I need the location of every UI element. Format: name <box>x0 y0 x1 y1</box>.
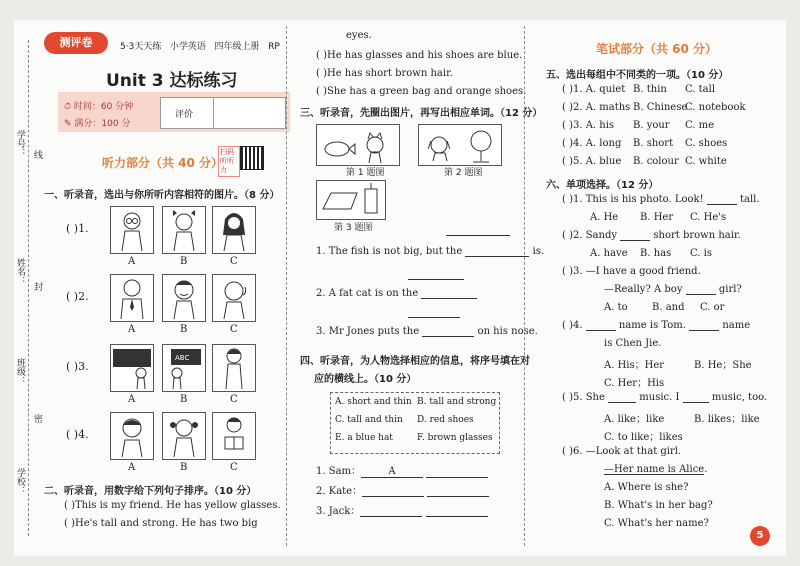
s6-q1 <box>562 194 760 205</box>
s5-row-2 <box>562 102 746 113</box>
person-label: 3. Jack： <box>316 506 361 517</box>
column-divider-2 <box>524 26 525 546</box>
option-text: 2. A. maths <box>572 102 631 113</box>
picture-teacher-abc[interactable] <box>162 344 206 392</box>
option-text: C. is <box>690 248 712 259</box>
answer-paren[interactable]: ( ) <box>66 428 79 441</box>
subject-name: 小学英语 <box>169 42 206 52</box>
answer-paren[interactable]: ( ) <box>562 320 573 331</box>
info-box <box>58 92 290 132</box>
question-text: 4. <box>572 320 583 331</box>
answer-guide-line <box>408 316 460 318</box>
caption-3: 第 3 题图 <box>334 223 373 233</box>
answer-paren[interactable]: ( ) <box>562 120 573 131</box>
question-end: girl? <box>718 284 742 295</box>
person-label: 2. Kate： <box>316 486 363 497</box>
s6-q4-option-c: C. Her；His <box>604 378 665 389</box>
s6-q6 <box>562 446 681 457</box>
question-number: 4. <box>78 428 89 441</box>
answer-blank[interactable] <box>362 495 424 497</box>
s6-q5-option-c: C. to like；likes <box>604 432 683 443</box>
s5-row-3 <box>562 120 714 131</box>
answer-blank[interactable] <box>427 495 489 497</box>
s6-q6-option-a: A. Where is she? <box>604 482 689 493</box>
option-b: B <box>180 256 188 267</box>
answer-paren[interactable]: ( ) <box>316 86 327 97</box>
evaluation-divider <box>213 98 214 128</box>
class-label: 班级： <box>15 358 25 385</box>
section2-title: 二、听录音，用数字给下列句子排序。（10 分） <box>44 486 257 497</box>
option-d: D. red shoes <box>417 415 474 425</box>
question-text: —Really? A boy <box>604 284 683 295</box>
series-name: 5·3天天练 <box>120 42 162 52</box>
option-a: A <box>128 462 136 473</box>
question-end: is. <box>532 246 545 257</box>
answer-blank[interactable] <box>426 515 488 517</box>
option-b: B. tall and strong <box>417 397 497 407</box>
time-text: 时间：60 分钟 <box>73 102 134 112</box>
test-badge: 测评卷 <box>44 32 108 54</box>
option-text: A. to <box>604 302 628 313</box>
option-text: A. He <box>590 212 619 223</box>
answer-blank[interactable] <box>465 255 529 257</box>
answer-paren[interactable]: ( ) <box>562 102 573 113</box>
answer-paren[interactable]: ( ) <box>562 194 573 205</box>
picture-boy-smiling[interactable] <box>162 274 206 322</box>
option-text: C. white <box>684 156 727 167</box>
answer-blank[interactable] <box>689 329 719 331</box>
answer-paren[interactable]: ( ) <box>562 156 573 167</box>
score-text: 满分：100 分 <box>74 119 131 129</box>
option-text: A. have <box>590 248 628 259</box>
binding-mark-line: 线 <box>34 151 44 161</box>
s5-row-4 <box>562 138 727 149</box>
s6-q6b: —Her name is Alice. <box>604 464 708 475</box>
s2-item-2 <box>64 518 258 529</box>
picture-girl-pigtails[interactable] <box>162 412 206 460</box>
answer-blank[interactable] <box>686 293 716 295</box>
option-text: C. tall <box>684 84 716 95</box>
score-info: ✎ 满分：100 分 <box>64 119 131 129</box>
option-c: C <box>230 462 238 473</box>
picture-dog-fan[interactable] <box>418 124 502 166</box>
answer-blank[interactable] <box>707 203 737 205</box>
answer-paren[interactable]: ( ) <box>562 138 573 149</box>
section4-title-line2: 应的横线上。（10 分） <box>314 374 417 385</box>
s4-jack <box>316 502 488 517</box>
option-a: A <box>128 324 136 335</box>
sentence-text: He has short brown hair. <box>326 68 453 79</box>
answer-paren[interactable]: ( ) <box>316 50 327 61</box>
option-c: C. tall and thin <box>335 415 403 425</box>
sentence-text: This is my friend. He has yellow glasses. <box>74 500 281 511</box>
section4-title-line1: 四、听录音，为人物选择相应的信息，将序号填在对 <box>300 356 530 367</box>
binding-mark-seal: 封 <box>34 283 44 293</box>
listening-banner: 听力部分（共 40 分） <box>102 156 224 170</box>
option-text: 3. A. his <box>572 120 615 131</box>
answer-blank[interactable] <box>683 401 709 403</box>
option-text: 1. A. quiet <box>572 84 626 95</box>
answer-paren[interactable]: ( ) <box>562 266 573 277</box>
section3-title: 三、听录音，先圈出图片，再写出相应单词。（12 分） <box>300 108 543 119</box>
section1-title: 一、听录音，选出与你所听内容相符的图片。（8 分） <box>44 190 280 201</box>
question-text: 3. —I have a good friend. <box>572 266 701 277</box>
option-c: C <box>230 256 238 267</box>
answer-blank[interactable] <box>360 515 422 517</box>
answer-paren[interactable]: ( ) <box>562 446 573 457</box>
option-text: 5. A. blue <box>572 156 622 167</box>
answer-guide-line <box>408 278 464 280</box>
question-text: 2. Sandy <box>572 230 618 241</box>
option-e: E. a blue hat <box>335 433 393 443</box>
option-text: B. Chinese <box>632 102 688 113</box>
option-text: A. His；Her <box>604 360 665 371</box>
option-text: C. me <box>684 120 715 131</box>
s6-q1-options <box>590 212 726 223</box>
option-text: C. or <box>700 302 725 313</box>
options-box <box>330 392 500 454</box>
s4-kate <box>316 482 489 497</box>
question-end: music, too. <box>711 392 768 403</box>
answer-paren[interactable]: ( ) <box>316 68 327 79</box>
option-text: C. shoes <box>684 138 728 149</box>
page-title: Unit 3 达标练习 <box>106 71 238 91</box>
question-number: 2. <box>78 290 89 303</box>
scan-label: 扫码听听力 <box>218 146 240 177</box>
picture-girl-long-hair[interactable] <box>212 206 256 254</box>
question-text: 1. This is his photo. Look! <box>572 194 704 205</box>
option-text: B. has <box>640 248 672 259</box>
s6-q4 <box>562 320 750 331</box>
option-a: A <box>128 394 136 405</box>
answer-paren[interactable]: ( ) <box>66 360 79 373</box>
section5-title: 五、选出每组中不同类的一项。（10 分） <box>546 70 729 81</box>
picture-man-tie[interactable] <box>110 274 154 322</box>
question-end: on his nose. <box>477 326 538 337</box>
name-label: 姓名： <box>15 258 25 285</box>
s2-item-1 <box>64 500 281 511</box>
s1-q2 <box>66 290 89 303</box>
option-text: 4. A. long <box>572 138 622 149</box>
question-end: short brown hair. <box>653 230 741 241</box>
s1-q4 <box>66 428 89 441</box>
s3-q2 <box>316 288 477 299</box>
s4-sam <box>316 462 488 478</box>
evaluation-box <box>160 97 286 129</box>
s6-q2 <box>562 230 741 241</box>
caption-1: 第 1 题图 <box>346 168 385 178</box>
option-b: B <box>180 324 188 335</box>
answer-paren[interactable]: ( ) <box>66 222 79 235</box>
s2-item-2-cont: eyes. <box>346 30 372 41</box>
option-text: C. He's <box>690 212 727 223</box>
s1-q3 <box>66 360 89 373</box>
option-text: B. thin <box>632 84 667 95</box>
sentence-text: He's tall and strong. He has two big <box>74 518 258 529</box>
answer-guide-line <box>446 234 510 236</box>
page-number: 5 <box>750 526 770 546</box>
s6-q6-option-c: C. What's her name? <box>604 518 709 529</box>
s6-q4-options <box>604 356 752 371</box>
exam-page <box>14 20 786 556</box>
edition-name: RP <box>268 42 280 52</box>
option-text: B. Her <box>640 212 674 223</box>
sentence-text: He has glasses and his shoes are blue. <box>326 50 523 61</box>
answer-paren[interactable]: ( ) <box>64 518 75 529</box>
option-text: A. like；like <box>604 414 665 425</box>
option-text: B. short <box>632 138 674 149</box>
evaluation-label: 评价 <box>175 110 194 120</box>
svg-text:ABC: ABC <box>175 354 190 362</box>
s6-q3b <box>604 284 742 295</box>
option-text: B. and <box>652 302 685 313</box>
option-a: A. short and thin <box>335 397 412 407</box>
picture-fish-cat[interactable] <box>316 124 400 166</box>
student-number-label: 学号： <box>15 130 25 157</box>
question-text: music. I <box>639 392 680 403</box>
picture-boy-short-hair[interactable] <box>110 412 154 460</box>
option-c: C <box>230 324 238 335</box>
caption-2: 第 2 题图 <box>444 168 483 178</box>
header-series <box>120 39 280 52</box>
person-label: 1. Sam： <box>316 466 362 477</box>
picture-boy-thinking[interactable] <box>212 274 256 322</box>
answer-paren[interactable]: ( ) <box>562 230 573 241</box>
s6-q3 <box>562 266 701 277</box>
s2-item-3 <box>316 50 522 61</box>
s3-q1 <box>316 246 544 257</box>
answer-blank[interactable] <box>426 476 488 478</box>
question-text: name is Tom. <box>618 320 686 331</box>
answer-blank[interactable] <box>422 335 474 337</box>
binding-line <box>28 40 29 536</box>
s2-item-5 <box>316 86 526 97</box>
option-c: C <box>230 394 238 405</box>
grade-name: 四年级上册 <box>214 42 260 52</box>
option-text: C. notebook <box>684 102 746 113</box>
section6-title: 六、单项选择。（12 分） <box>546 180 659 191</box>
answer-blank[interactable] <box>620 239 650 241</box>
option-text: B. your <box>632 120 670 131</box>
binding-mark-secret: 密 <box>34 415 44 425</box>
question-text: 2. A fat cat is on the <box>316 288 419 299</box>
answer-blank[interactable] <box>586 329 616 331</box>
question-end: name <box>722 320 751 331</box>
option-a: A <box>128 256 136 267</box>
s6-q5-options <box>604 410 760 425</box>
question-end: tall. <box>740 194 760 205</box>
picture-girl-bows[interactable] <box>162 206 206 254</box>
question-text: 1. The fish is not big, but the <box>316 246 463 257</box>
question-number: 3. <box>78 360 89 373</box>
written-banner: 笔试部分（共 60 分） <box>596 42 718 56</box>
s2-item-4 <box>316 68 453 79</box>
answer-paren[interactable]: ( ) <box>66 290 79 303</box>
qr-code-icon[interactable] <box>240 146 264 170</box>
s3-q3 <box>316 326 538 337</box>
answer-paren[interactable]: ( ) <box>562 392 573 403</box>
answer-blank[interactable]: A <box>361 466 423 478</box>
picture-woman-glasses[interactable] <box>212 344 256 392</box>
question-number: 1. <box>78 222 89 235</box>
option-b: B <box>180 462 188 473</box>
s5-row-1 <box>562 84 715 95</box>
question-text: 5. She <box>572 392 605 403</box>
question-text: 6. —Look at that girl. <box>572 446 682 457</box>
option-text: B. colour <box>632 156 679 167</box>
option-text: B. likes；like <box>694 414 760 425</box>
column-divider-1 <box>286 26 287 546</box>
picture-girl-reading[interactable] <box>212 412 256 460</box>
answer-paren[interactable]: ( ) <box>562 84 573 95</box>
s6-q6-option-b: B. What's in her bag? <box>604 500 713 511</box>
picture-teacher-blackboard[interactable] <box>110 344 154 392</box>
answer-blank[interactable] <box>608 401 636 403</box>
picture-bread-juice[interactable] <box>316 180 386 220</box>
option-b: B <box>180 394 188 405</box>
option-f: F. brown glasses <box>417 433 493 443</box>
s5-row-5 <box>562 156 727 167</box>
picture-boy-glasses[interactable] <box>110 206 154 254</box>
answer-paren[interactable]: ( ) <box>64 500 75 511</box>
s6-q2-options <box>590 248 712 259</box>
school-label: 学校： <box>15 468 25 495</box>
sentence-text: She has a green bag and orange shoes. <box>326 86 527 97</box>
s6-q3-options <box>604 302 724 313</box>
answer-blank[interactable] <box>421 297 477 299</box>
s1-q1 <box>66 222 89 235</box>
time-info: ⏱ 时间：60 分钟 <box>64 102 134 112</box>
s6-q4b: is Chen Jie. <box>604 338 662 349</box>
question-text: 3. Mr Jones puts the <box>316 326 420 337</box>
option-text: B. He；She <box>694 360 752 371</box>
s6-q5 <box>562 392 767 403</box>
